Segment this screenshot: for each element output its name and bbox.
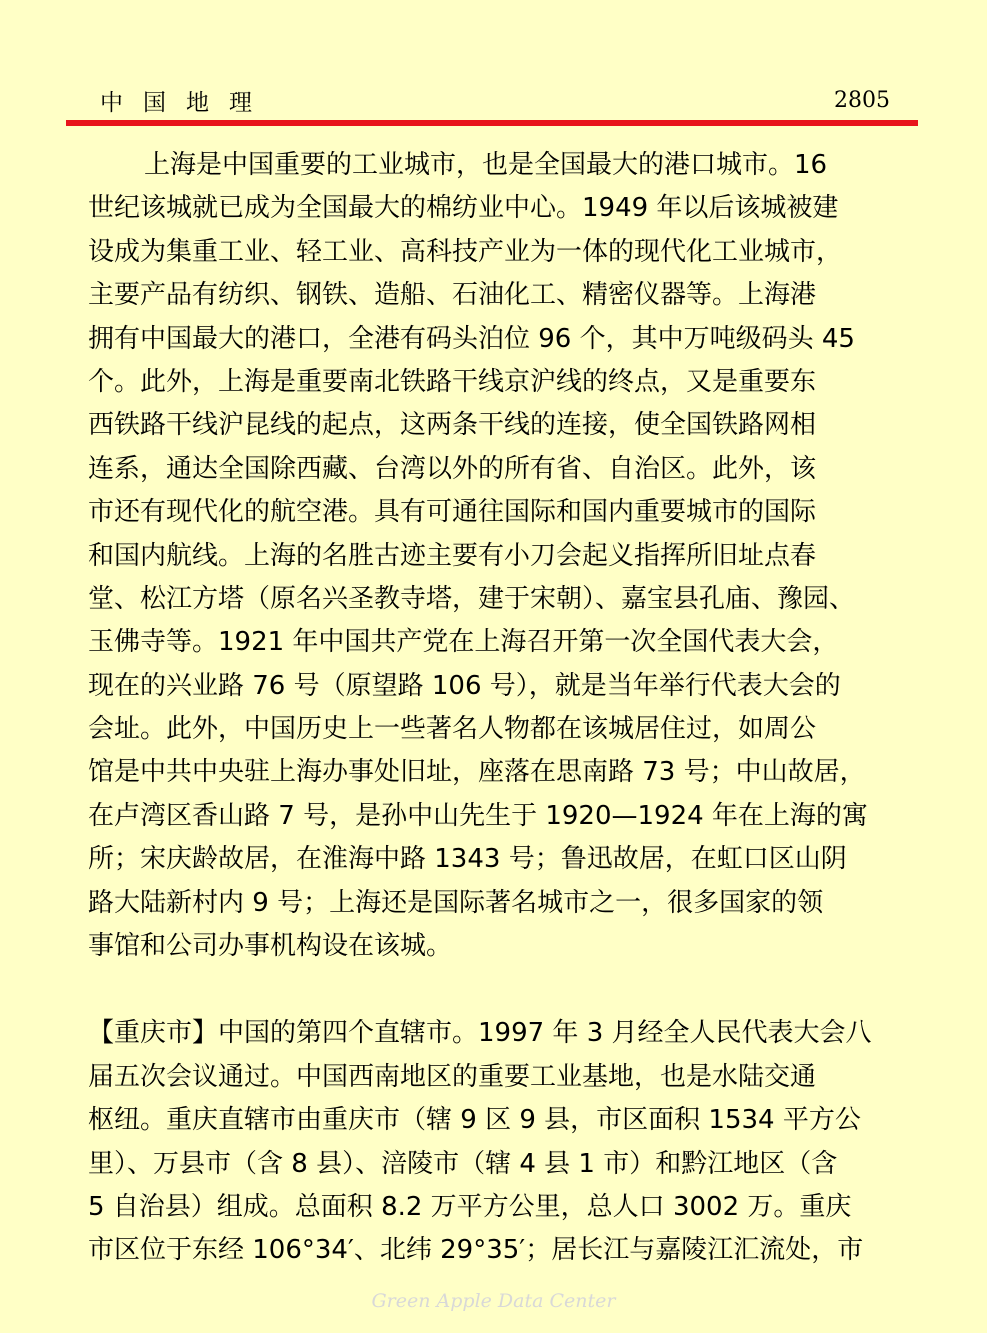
section-title: 中国地理 bbox=[100, 90, 272, 116]
text-line: 届五次会议通过。中国西南地区的重要工业基地，也是水陆交通 bbox=[88, 1061, 817, 1092]
text-line: 会址。此外，中国历史上一些著名人物都在该城居住过，如周公 bbox=[88, 714, 817, 745]
text-line: 5 自治县）组成。总面积 8.2 万平方公里，总人口 3002 万。重庆 bbox=[88, 1191, 852, 1222]
text-line: 上海是中国重要的工业城市，也是全国最大的港口城市。16 bbox=[144, 150, 828, 180]
text-line: 西铁路干线沪昆线的起点，这两条干线的连接，使全国铁路网相 bbox=[88, 410, 817, 441]
text-line: 个。此外，上海是重要南北铁路干线京沪线的终点，又是重要东 bbox=[88, 366, 817, 397]
text-line: 馆是中共中央驻上海办事处旧址，座落在思南路 73 号；中山故居， bbox=[88, 757, 866, 788]
text-line: 路大陆新村内 9 号；上海还是国际著名城市之一，很多国家的领 bbox=[88, 887, 824, 918]
header-rule bbox=[66, 120, 918, 126]
text-line: 世纪该城就已成为全国最大的棉纺业中心。1949 年以后该城被建 bbox=[88, 193, 839, 224]
paragraph-shanghai bbox=[88, 144, 903, 968]
paragraph-gap bbox=[88, 968, 903, 1012]
text-line: 市区位于东经 106°34′、北纬 29°35′；居长江与嘉陵江汇流处，市 bbox=[88, 1235, 864, 1266]
text-line: 所；宋庆龄故居，在淮海中路 1343 号；鲁迅故居，在虹口区山阴 bbox=[88, 844, 847, 875]
text-line: 事馆和公司办事机构设在该城。 bbox=[88, 931, 453, 962]
text-line: 枢纽。重庆直辖市由重庆市（辖 9 区 9 县，市区面积 1534 平方公 bbox=[88, 1105, 861, 1136]
text-line: 主要产品有纺织、钢铁、造船、石油化工、精密仪器等。上海港 bbox=[88, 280, 817, 311]
text-line: 在卢湾区香山路 7 号，是孙中山先生于 1920—1924 年在上海的寓 bbox=[88, 800, 868, 831]
page-header bbox=[88, 82, 908, 118]
text-line: 【重庆市】中国的第四个直辖市。1997 年 3 月经全人民代表大会八 bbox=[88, 1018, 872, 1049]
text-line: 设成为集重工业、轻工业、高科技产业为一体的现代化工业城市， bbox=[88, 236, 843, 267]
text-line: 现在的兴业路 76 号（原望路 106 号），就是当年举行代表大会的 bbox=[88, 670, 841, 701]
watermark: Green Apple Data Center bbox=[371, 1290, 616, 1312]
text-line: 和国内航线。上海的名胜古迹主要有小刀会起义指挥所旧址点春 bbox=[88, 540, 817, 571]
text-line: 里）、万县市（含 8 县）、涪陵市（辖 4 县 1 市）和黔江地区（含 bbox=[88, 1148, 838, 1179]
text-line: 拥有中国最大的港口，全港有码头泊位 96 个，其中万吨级码头 45 bbox=[88, 323, 855, 354]
page-number: 2805 bbox=[834, 88, 890, 113]
body-text bbox=[88, 144, 903, 1273]
text-line: 连系，通达全国除西藏、台湾以外的所有省、自治区。此外，该 bbox=[88, 453, 817, 484]
paragraph-chongqing bbox=[88, 1012, 903, 1272]
text-line: 堂、松江方塔（原名兴圣教寺塔，建于宋朝）、嘉宝县孔庙、豫园、 bbox=[88, 583, 856, 614]
text-line: 玉佛寺等。1921 年中国共产党在上海召开第一次全国代表大会， bbox=[88, 627, 839, 658]
text-line: 市还有现代化的航空港。具有可通往国际和国内重要城市的国际 bbox=[88, 497, 817, 528]
